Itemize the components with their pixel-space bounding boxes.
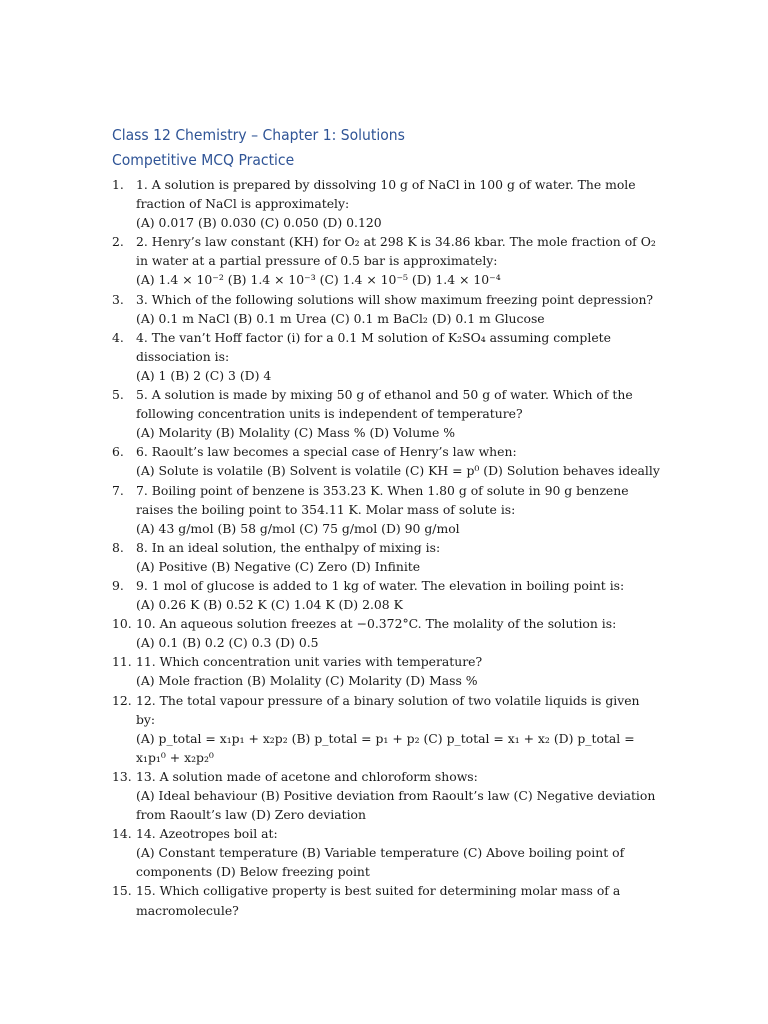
question-number: 10. <box>112 616 132 632</box>
question-number: 2. <box>112 234 124 250</box>
question-number: 12. <box>112 692 132 708</box>
question-number: 8. <box>112 539 124 555</box>
question-number: 5. <box>112 387 124 403</box>
question-text: 7. Boiling point of benzene is 353.23 K. When 1.80 g of solute in 90 g benzene raises the boiling point to 354.11 K. Molar mass of solute is: <box>136 482 629 517</box>
question-item <box>112 385 662 442</box>
question-item <box>112 442 662 480</box>
question-options: (A) Solute is volatile (B) Solvent is volatile (C) KH = p⁰ (D) Solution behaves ideally <box>136 463 660 479</box>
question-options: (A) Molarity (B) Molality (C) Mass % (D) Volume % <box>136 425 455 441</box>
question-item <box>112 576 662 614</box>
question-item <box>112 881 662 919</box>
question-options: (A) p_total = x₁p₁ + x₂p₂ (B) p_total = p₁ + p₂ (C) p_total = x₁ + x₂ (D) p_total = x₁p₁⁰ + x₂p₂⁰ <box>136 730 635 765</box>
question-number: 1. <box>112 177 124 192</box>
question-number: 9. <box>112 577 124 593</box>
question-number: 15. <box>112 883 132 899</box>
question-options: (A) Positive (B) Negative (C) Zero (D) Infinite <box>136 558 421 574</box>
question-text: 14. Azeotropes boil at: <box>136 826 278 842</box>
question-number: 14. <box>112 826 132 842</box>
question-options: (A) 0.26 K (B) 0.52 K (C) 1.04 K (D) 2.08 K <box>136 597 403 613</box>
question-text: 8. In an ideal solution, the enthalpy of mixing is: <box>136 539 441 555</box>
question-text: 11. Which concentration unit varies with temperature? <box>136 654 483 670</box>
question-text: 13. A solution made of acetone and chloroform shows: <box>136 768 478 784</box>
question-item <box>112 232 662 289</box>
question-options: (A) Mole fraction (B) Molality (C) Molarity (D) Mass % <box>136 673 478 689</box>
question-number: 11. <box>112 654 132 670</box>
question-text: 3. Which of the following solutions will show maximum freezing point depression? <box>136 291 654 307</box>
question-text: 9. 1 mol of glucose is added to 1 kg of water. The elevation in boiling point is: <box>136 577 625 593</box>
question-text: 2. Henry’s law constant (KH) for O₂ at 298 K is 34.86 kbar. The mole fraction of O₂ in water at a partial pressure of 0.5 bar is approximately: <box>136 234 656 269</box>
question-list <box>112 175 662 920</box>
question-options: (A) 43 g/mol (B) 58 g/mol (C) 75 g/mol (D) 90 g/mol <box>136 520 460 536</box>
question-item <box>112 538 662 576</box>
question-number: 3. <box>112 291 124 307</box>
question-number: 4. <box>112 329 124 345</box>
question-item <box>112 652 662 690</box>
question-number: 6. <box>112 444 124 460</box>
question-options: (A) 0.1 m NaCl (B) 0.1 m Urea (C) 0.1 m BaCl₂ (D) 0.1 m Glucose <box>136 310 545 326</box>
question-item <box>112 175 662 232</box>
question-item <box>112 767 662 824</box>
question-options: (A) 1.4 × 10⁻² (B) 1.4 × 10⁻³ (C) 1.4 × 10⁻⁵ (D) 1.4 × 10⁻⁴ <box>136 272 501 288</box>
question-item <box>112 481 662 538</box>
question-text: 1. A solution is prepared by dissolving 10 g of NaCl in 100 g of water. The mole fraction of NaCl is approximately: <box>136 177 636 212</box>
question-options: (A) Ideal behaviour (B) Positive deviation from Raoult’s law (C) Negative deviation from Raoult’s law (D) Zero deviation <box>136 788 656 823</box>
page-title: Class 12 Chemistry – Chapter 1: Solutions <box>112 126 405 144</box>
question-item <box>112 328 662 385</box>
question-text: 6. Raoult’s law becomes a special case of Henry’s law when: <box>136 444 517 460</box>
question-text: 10. An aqueous solution freezes at −0.372°C. The molality of the solution is: <box>136 616 617 632</box>
question-item <box>112 614 662 652</box>
question-item <box>112 824 662 881</box>
question-number: 13. <box>112 768 132 784</box>
question-text: 15. Which colligative property is best suited for determining molar mass of a macromolecule? <box>136 883 621 918</box>
question-number: 7. <box>112 482 124 498</box>
question-options: (A) 0.1 (B) 0.2 (C) 0.3 (D) 0.5 <box>136 635 319 651</box>
question-item <box>112 691 662 767</box>
question-text: 5. A solution is made by mixing 50 g of ethanol and 50 g of water. Which of the following concentration units is independent of temperature? <box>136 387 633 422</box>
question-options: (A) Constant temperature (B) Variable temperature (C) Above boiling point of components (D) Below freezing point <box>136 845 625 880</box>
page-subtitle: Competitive MCQ Practice <box>112 151 295 169</box>
question-options: (A) 1 (B) 2 (C) 3 (D) 4 <box>136 367 272 383</box>
question-text: 4. The van’t Hoff factor (i) for a 0.1 M solution of K₂SO₄ assuming complete dissociation is: <box>136 329 611 364</box>
question-item <box>112 290 662 328</box>
question-options: (A) 0.017 (B) 0.030 (C) 0.050 (D) 0.120 <box>136 215 382 231</box>
question-text: 12. The total vapour pressure of a binary solution of two volatile liquids is given by: <box>136 692 640 727</box>
